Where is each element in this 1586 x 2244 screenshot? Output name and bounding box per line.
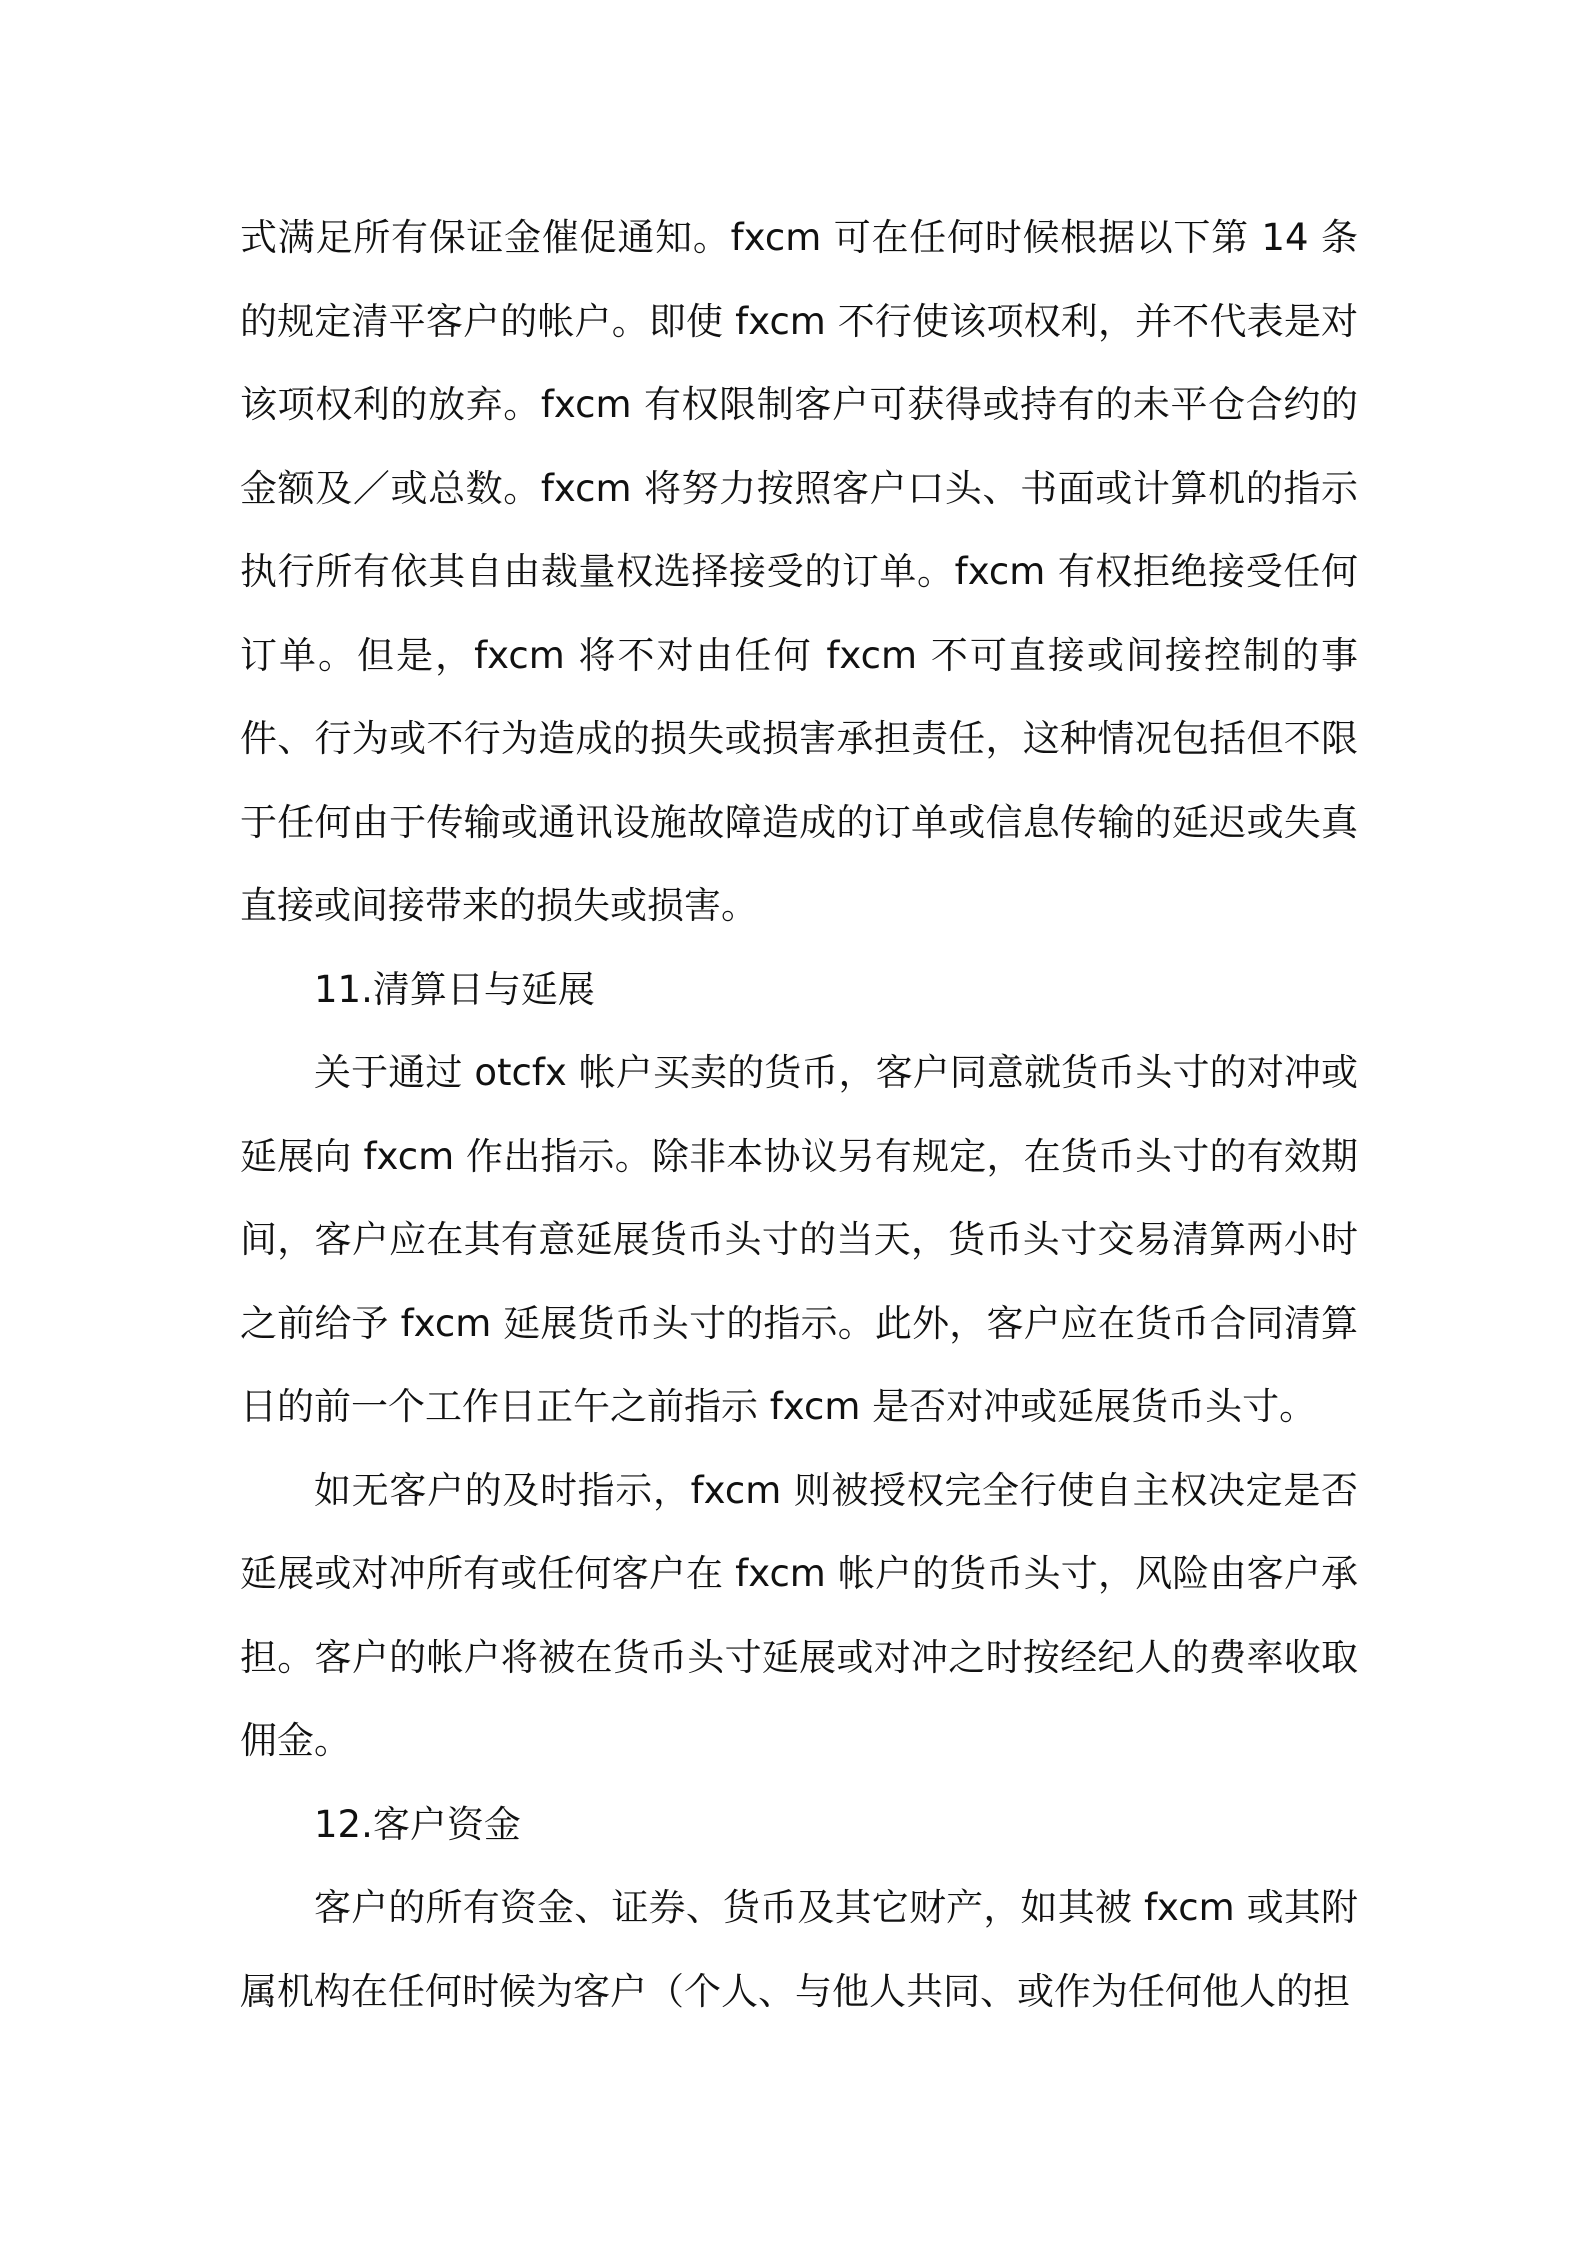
paragraph-no-timely-instruction: 如无客户的及时指示，fxcm 则被授权完全行使自主权决定是否延展或对冲所有或任何客户在 fxcm 帐户的货币头寸，风险由客户承担。客户的帐户将被在货币头寸延展或对冲之时按经纪人的费率收取佣金。	[240, 1468, 1358, 1762]
paragraph-customer-funds: 客户的所有资金、证券、货币及其它财产，如其被 fxcm 或其附属机构在任何时候为客户（个人、与他人共同、或作为任何他人的担	[240, 1886, 1358, 2013]
section-heading-11: 11.清算日与延展	[314, 967, 595, 1011]
paragraph-margin-call-continued: 式满足所有保证金催促通知。fxcm 可在任何时候根据以下第 14 条的规定清平客户的帐户。即使 fxcm 不行使该项权利，并不代表是对该项权利的放弃。fxcm 有权限制客户可获得或持有的未平仓合约的金额及／或总数。fxcm 将努力按照客户口头、书面或计算机的指示执行所有依其自由裁量权选择接受的订单。fxcm 有权拒绝接受任何订单。但是，fxcm 将不对由任何 fxcm 不可直接或间接控制的事件、行为或不行为造成的损失或损害承担责任，这种情况包括但不限于任何由于传输或通讯设施故障造成的订单或信息传输的延迟或失真直接或间接带来的损失或损害。	[240, 216, 1358, 927]
section-heading-12: 12.客户资金	[314, 1802, 521, 1846]
paragraph-settlement-rollover: 关于通过 otcfx 帐户买卖的货币，客户同意就货币头寸的对冲或延展向 fxcm 作出指示。除非本协议另有规定，在货币头寸的有效期间，客户应在其有意延展货币头寸的当天，货币头寸交易清算两小时之前给予 fxcm 延展货币头寸的指示。此外，客户应在货币合同清算日的前一个工作日正午之前指示 fxcm 是否对冲或延展货币头寸。	[240, 1051, 1358, 1428]
document-body	[240, 196, 1358, 2033]
